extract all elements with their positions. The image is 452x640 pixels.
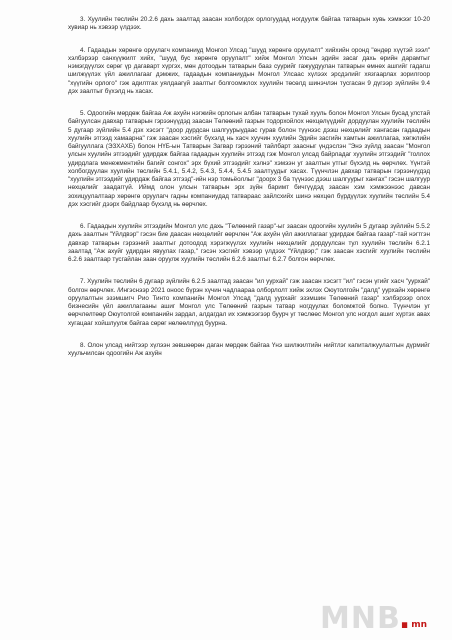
mnb-watermark-logo	[320, 596, 438, 634]
paragraph-7: 7. Хуулийн төслийн 6 дугаар зүйлийн 6.2.5 заалтад заасан "ил уурхай" гэж заасан хэсэгт "ил" гэсэн үгийг хасч "уурхай" болгон өөрчлөх. /Ингэснээр 2021 оноос бүрэн хүчин чадлаараа олборлолт хийж эхлэх Оюутолгойн "далд" уурхайн хөрөнгө оруулалтын эзэмшигч Рио Тинто компанийн Монгол Улсад "далд уурхайг эзэмшин Төлөөний газар" хэлбэрээр олох бизнесийн үйл ажиллагааны ашиг Монгол улс Төлөөний газрын татвар ногдуулах боломжтой болно. Түүнчлэн уг өөрчлөлтөөр Оюутолгой компанийн зардал, алдагдал их хэмжээгээр буурч уг төслөөс Монгол улс ногдол ашиг хүртэх авах хугацааг хойшлуулж байгаа сөрөг нөлөөллүүд буурна.	[68, 278, 430, 327]
watermark-logo-suffix: mn	[411, 620, 428, 630]
paragraph-3: 3. Хуулийн төслийн 20.2.6 дахь заалтад заасан холбогдох орлогуудад ногдуулж байгаа татварын хувь хэмжээг 10-20 хувиар нь хэвээр үлдээх.	[68, 16, 430, 32]
paragraph-8: 8. Олон улсад нийтээр хүлээн зөвшөөрөн даган мөрдөж байгаа Үнэ шилжилтийн нийтлэг капиталжуулалтын дүрмийг хуульчилсан одоогийн Аж ахуйн	[68, 341, 430, 357]
watermark-logo-dot: .	[398, 601, 411, 636]
paragraph-5: 5. Одоогийн мөрдөж байгаа Аж ахуйн нэгжийн орлогын албан татварын тухай хууль болон Монгол Улсын бусад улстай байгуулсан давхар татварын гэрээнүүдэд заасан Төлөөний газрын тодорхойлох нөхцөлүүдийг дордуулан хуулийн төслийн 5 дугаар зүйлийн 5.4 дэх хэсэгт "доор дурдсан шалгуурыудаас гурав болон түүнээс дээш нөхцөлийг хангасан гадаадын хуулийн этгээд хамаарна" гэж заасан хэсгийг бүхэлд нь хасч хуучин хуулийн Эдийн засгийн хамтын ажиллагаа, хөгжлийн байгууллага (ЭЗХАХБ) болон НҮБ-ын Татварын Загвар гэрээний тайлбарт заасныг үндэслэн "Энэ зүйлд заасан "Монгол улсын хуулийн этгээдийг удирдаж байгаа гадаадын хуулийн этгээд гэж Монгол улсад байрладаг хуулийн этгээдийг "голлох удирдлага менежментийн багийг сонгох" эрх бүхий этгээдийг хэлнэ" хэмээн уг заалтын утгыг бүхэлд нь өөрчлөх. Үүнтэй холбогдуулан хуулийн төслийн 5.4.1, 5.4.2, 5.4.3, 5.4.4, 5.4.5 заалтуудыг хасах. Түүнчлэн давхар татварын гэрээнүүдэд "хуулийн этгээдийг удирдаж байгаа этгээд"-ийн нэр томьёоллыг "доорх 3 ба түүнээс дээш шалгуурыг хангах" гэсэн шалгуур нөхцөлийг заадаггүй. Иймд олон улсын татварын эрх зүйн баримт бичгүүдэд заасан хэм хэмжээнээс давсан зохицуулалтаар хөрөнгө оруулагч гадны компаниудад татвараас зайлсхийх шинэ нөхцөл бүрдүүлэх хуулийн төслийн 5.4 дэх хэсгийг дээрх байдлаар бүхэлд нь өөрчлөх.	[68, 110, 430, 208]
paragraph-4: 4. Гадаадын хөрөнгө оруулагч компаниуд Монгол Улсад "шууд хөрөнгө оруулалт" хийхийн оронд "өндөр хүүтэй зээл" хэлбэрээр санхүүжилт хийх, "шууд бус хөрөнгө оруулалт" хийж Монгол Улсын эдийн засаг дахь өрийн дарамтыг нэмэгдүүлэх сөрөг үр дагаварт хүргэх, мөн дотоодын татварын бааз суурийг гажуудуулан татварын өмнөх ашгийг гадагш шилжүүлэх үйл ажиллагааг дэмжих, гадаадын компаниудын Монгол Улсаас хүлээх эрсдэлийг хязгаарлах зорилгоор "хүүгийн орлого" гэж адилтгах уялдаагүй заалтыг болгоомжлох хуулийн төсөлд шинэчлэн тусгасан 9 дүгээр зүйлийн 9.4 дэх заалтыг бүхэлд нь хасах.	[68, 46, 430, 95]
paragraph-6: 6. Гадаадын хуулийн этгээдийн Монгол улс дахь "Төлөөний газар"-ыг заасан одоогийн хуулийн 5 дугаар зүйлийн 5.5.2 дахь заалтын "Үйлдвэр" гэсэн бие даасан нөхцөлийг өөрчлөн "Аж ахуйн үйл ажиллагааг удирдаж байгаа газар"-тай нэгтгэн давхар татварын гэрээний заалтыг дотоодод хэрэгжүүлэх хуулийн нөхцөлийг дордуулсан тул хуулийн төслийн 6.2.1 заалтад "Аж ахуйг удирдан явуулах газар," гэсэн хэсгийг хэвээр үлдээх "Үйлдвэр;" гэж заасан хэсгийг хуулийн төслийн 6.2.6 заалтаар тусгайлан заан оруулж хуулийн төслийн 6.2.6 заалтыг 6.2.7 болгон өөрчлөх.	[68, 223, 430, 263]
document-body	[68, 16, 430, 372]
watermark-logo-text: MNB	[320, 601, 401, 636]
